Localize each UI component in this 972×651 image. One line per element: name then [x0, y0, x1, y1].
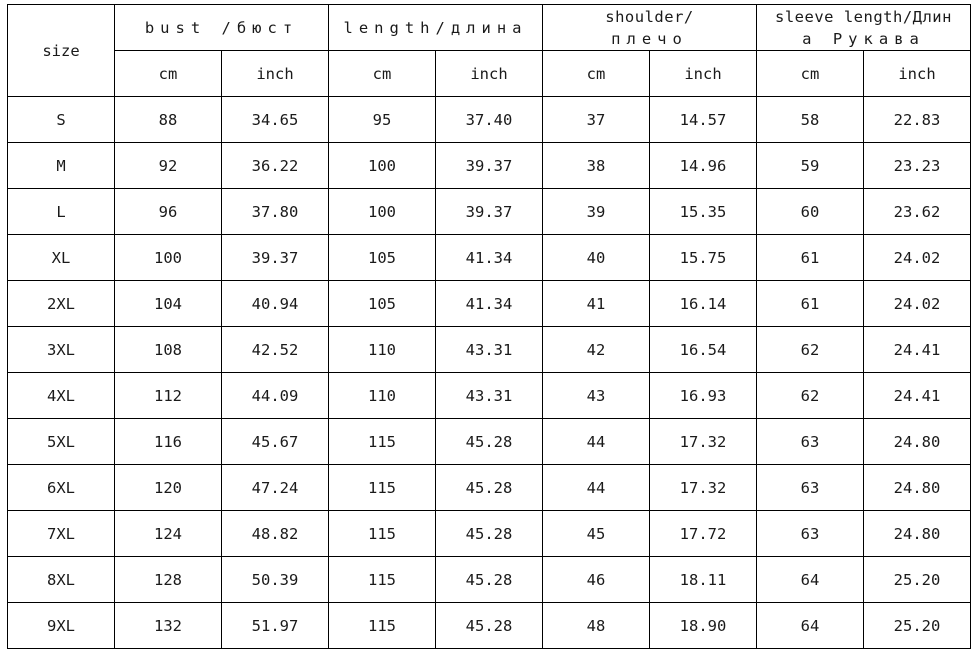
table-row	[8, 511, 971, 557]
table-row	[8, 419, 971, 465]
sleeve-inch-cell: 23.62	[864, 189, 971, 235]
length-inch-cell: 37.40	[436, 97, 543, 143]
length-cm-cell: 100	[329, 143, 436, 189]
bust-cm-cell: 124	[115, 511, 222, 557]
table-row	[8, 235, 971, 281]
shoulder-inch-cell: 14.57	[650, 97, 757, 143]
bust-cm-cell: 108	[115, 327, 222, 373]
length-inch-cell: 39.37	[436, 143, 543, 189]
table-row	[8, 189, 971, 235]
length-inch-cell: 45.28	[436, 465, 543, 511]
sleeve-inch-cell: 24.80	[864, 511, 971, 557]
bust-inch-cell: 37.80	[222, 189, 329, 235]
shoulder-cm-cell: 44	[543, 465, 650, 511]
shoulder-cm-cell: 39	[543, 189, 650, 235]
length-cm-cell: 115	[329, 603, 436, 649]
sleeve-cm-cell: 58	[757, 97, 864, 143]
sleeve-cm-cell: 62	[757, 373, 864, 419]
length-cm-cell: 115	[329, 557, 436, 603]
bust-inch-cell: 36.22	[222, 143, 329, 189]
sleeve-header-label-line1: sleeve length/Длин	[775, 7, 952, 26]
bust-cm-cell: 92	[115, 143, 222, 189]
length-inch-cell: 45.28	[436, 603, 543, 649]
length-cm-cell: 105	[329, 235, 436, 281]
table-row	[8, 557, 971, 603]
size-chart-table	[7, 4, 971, 649]
bust-cm-cell: 128	[115, 557, 222, 603]
length-inch-cell: 43.31	[436, 327, 543, 373]
size-cell: XL	[8, 235, 115, 281]
size-cell: 9XL	[8, 603, 115, 649]
sleeve-cm-unit: cm	[757, 51, 864, 97]
bust-cm-cell: 132	[115, 603, 222, 649]
size-cell: M	[8, 143, 115, 189]
length-cm-cell: 115	[329, 419, 436, 465]
length-cm-cell: 115	[329, 511, 436, 557]
shoulder-header-cell	[543, 5, 757, 51]
size-cell: 4XL	[8, 373, 115, 419]
size-chart-body	[8, 5, 971, 649]
bust-cm-cell: 120	[115, 465, 222, 511]
shoulder-cm-cell: 38	[543, 143, 650, 189]
sleeve-inch-cell: 25.20	[864, 603, 971, 649]
shoulder-inch-unit: inch	[650, 51, 757, 97]
shoulder-inch-cell: 17.32	[650, 419, 757, 465]
length-inch-cell: 45.28	[436, 419, 543, 465]
length-cm-cell: 100	[329, 189, 436, 235]
shoulder-header-label-line1: shoulder/	[605, 7, 694, 26]
sleeve-header-cell	[757, 5, 971, 51]
bust-cm-cell: 96	[115, 189, 222, 235]
bust-cm-cell: 104	[115, 281, 222, 327]
bust-inch-cell: 34.65	[222, 97, 329, 143]
shoulder-inch-cell: 16.14	[650, 281, 757, 327]
length-cm-cell: 95	[329, 97, 436, 143]
bust-inch-cell: 40.94	[222, 281, 329, 327]
sleeve-cm-cell: 63	[757, 511, 864, 557]
length-cm-unit: cm	[329, 51, 436, 97]
table-row	[8, 327, 971, 373]
shoulder-cm-cell: 44	[543, 419, 650, 465]
bust-inch-cell: 50.39	[222, 557, 329, 603]
shoulder-inch-cell: 17.72	[650, 511, 757, 557]
table-row	[8, 465, 971, 511]
sleeve-cm-cell: 63	[757, 465, 864, 511]
shoulder-inch-cell: 16.54	[650, 327, 757, 373]
shoulder-inch-cell: 16.93	[650, 373, 757, 419]
bust-cm-cell: 112	[115, 373, 222, 419]
length-cm-cell: 110	[329, 327, 436, 373]
size-header-label: size	[42, 41, 80, 60]
shoulder-cm-cell: 48	[543, 603, 650, 649]
sleeve-cm-cell: 63	[757, 419, 864, 465]
size-cell: S	[8, 97, 115, 143]
sleeve-cm-cell: 62	[757, 327, 864, 373]
sleeve-cm-cell: 64	[757, 557, 864, 603]
bust-inch-cell: 39.37	[222, 235, 329, 281]
size-cell: 5XL	[8, 419, 115, 465]
shoulder-inch-cell: 18.11	[650, 557, 757, 603]
sleeve-inch-cell: 24.41	[864, 327, 971, 373]
sleeve-inch-cell: 24.02	[864, 281, 971, 327]
bust-header-label: bust /бюст	[144, 18, 299, 37]
table-row	[8, 143, 971, 189]
table-row	[8, 373, 971, 419]
shoulder-cm-cell: 37	[543, 97, 650, 143]
bust-inch-cell: 42.52	[222, 327, 329, 373]
sleeve-header-label-line2: а Рукава	[802, 29, 925, 48]
length-cm-cell: 110	[329, 373, 436, 419]
length-cm-cell: 115	[329, 465, 436, 511]
size-cell: 8XL	[8, 557, 115, 603]
shoulder-inch-cell: 14.96	[650, 143, 757, 189]
size-cell: L	[8, 189, 115, 235]
bust-inch-cell: 47.24	[222, 465, 329, 511]
sleeve-inch-unit: inch	[864, 51, 971, 97]
shoulder-cm-cell: 45	[543, 511, 650, 557]
size-cell: 2XL	[8, 281, 115, 327]
length-inch-unit: inch	[436, 51, 543, 97]
bust-cm-cell: 100	[115, 235, 222, 281]
bust-cm-cell: 88	[115, 97, 222, 143]
bust-cm-unit: cm	[115, 51, 222, 97]
shoulder-cm-cell: 41	[543, 281, 650, 327]
shoulder-inch-cell: 15.75	[650, 235, 757, 281]
length-cm-cell: 105	[329, 281, 436, 327]
sleeve-cm-cell: 61	[757, 235, 864, 281]
header-row-measurements	[8, 5, 971, 51]
bust-inch-cell: 45.67	[222, 419, 329, 465]
bust-header-cell	[115, 5, 329, 51]
sleeve-cm-cell: 59	[757, 143, 864, 189]
table-row	[8, 97, 971, 143]
sleeve-cm-cell: 61	[757, 281, 864, 327]
header-row-units	[8, 51, 971, 97]
length-inch-cell: 43.31	[436, 373, 543, 419]
table-row	[8, 603, 971, 649]
shoulder-cm-cell: 42	[543, 327, 650, 373]
bust-inch-cell: 51.97	[222, 603, 329, 649]
length-inch-cell: 39.37	[436, 189, 543, 235]
shoulder-cm-unit: cm	[543, 51, 650, 97]
shoulder-cm-cell: 40	[543, 235, 650, 281]
sleeve-cm-cell: 64	[757, 603, 864, 649]
shoulder-cm-cell: 43	[543, 373, 650, 419]
bust-cm-cell: 116	[115, 419, 222, 465]
size-cell: 6XL	[8, 465, 115, 511]
sleeve-inch-cell: 24.02	[864, 235, 971, 281]
length-header-cell	[329, 5, 543, 51]
shoulder-inch-cell: 17.32	[650, 465, 757, 511]
length-inch-cell: 45.28	[436, 557, 543, 603]
length-inch-cell: 45.28	[436, 511, 543, 557]
shoulder-header-label-line2: плечо	[611, 29, 688, 48]
shoulder-inch-cell: 15.35	[650, 189, 757, 235]
size-cell: 7XL	[8, 511, 115, 557]
bust-inch-cell: 48.82	[222, 511, 329, 557]
length-inch-cell: 41.34	[436, 235, 543, 281]
length-inch-cell: 41.34	[436, 281, 543, 327]
sleeve-inch-cell: 24.80	[864, 419, 971, 465]
sleeve-inch-cell: 22.83	[864, 97, 971, 143]
shoulder-cm-cell: 46	[543, 557, 650, 603]
size-cell: 3XL	[8, 327, 115, 373]
size-header-cell	[8, 5, 115, 97]
table-row	[8, 281, 971, 327]
sleeve-inch-cell: 24.41	[864, 373, 971, 419]
shoulder-inch-cell: 18.90	[650, 603, 757, 649]
sleeve-cm-cell: 60	[757, 189, 864, 235]
sleeve-inch-cell: 23.23	[864, 143, 971, 189]
bust-inch-cell: 44.09	[222, 373, 329, 419]
bust-inch-unit: inch	[222, 51, 329, 97]
length-header-label: length/длина	[343, 18, 528, 37]
sleeve-inch-cell: 25.20	[864, 557, 971, 603]
sleeve-inch-cell: 24.80	[864, 465, 971, 511]
